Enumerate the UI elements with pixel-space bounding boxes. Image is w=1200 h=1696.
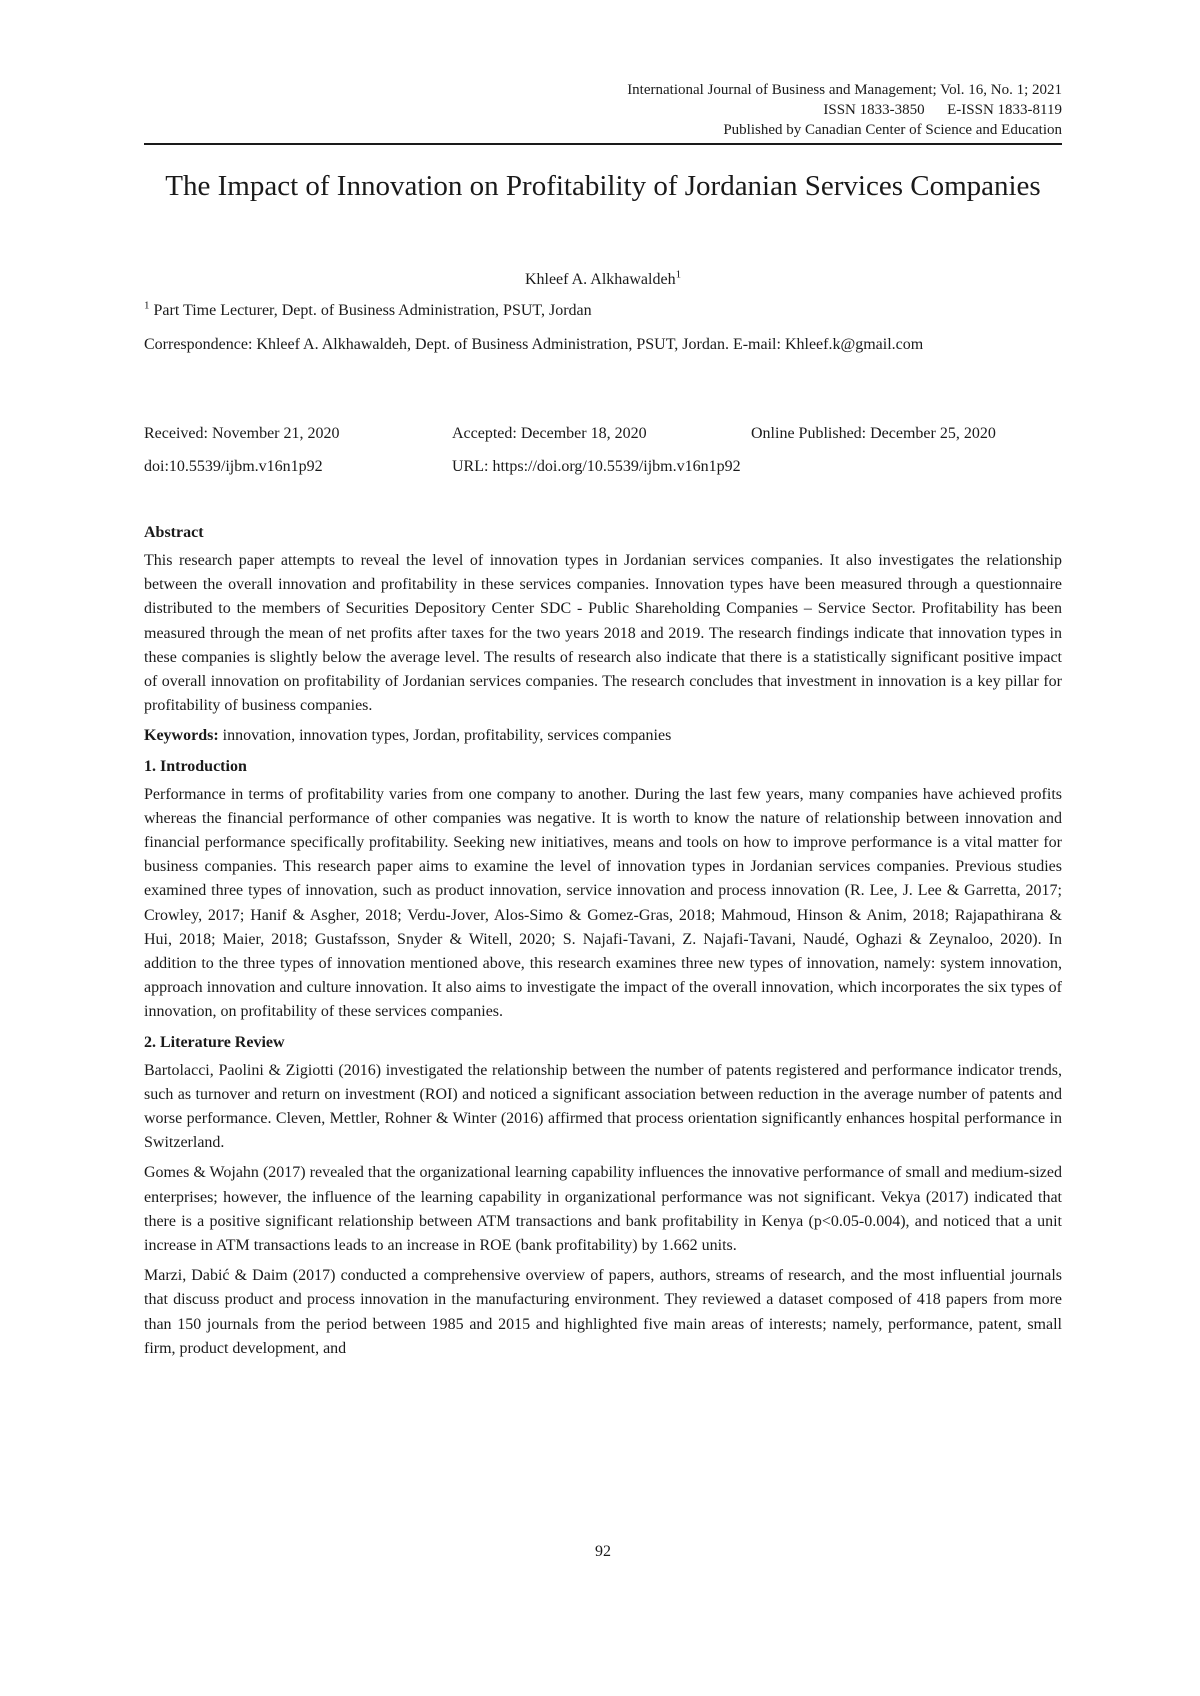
affiliation xyxy=(144,300,592,322)
paper-title: The Impact of Innovation on Profitability of Jordanian Services Companies xyxy=(165,170,1041,202)
doi-text: doi:10.5539/ijbm.v16n1p92 xyxy=(144,458,323,475)
keywords-line xyxy=(144,724,1062,748)
issn-line: ISSN 1833-3850 E-ISSN 1833-8119 xyxy=(823,102,1062,118)
author-name: Khleef A. Alkhawaldeh xyxy=(524,271,676,288)
keywords-text: innovation, innovation types, Jordan, profitability, services companies xyxy=(218,727,672,745)
author-line xyxy=(144,270,1062,290)
literature-review-heading: 2. Literature Review xyxy=(144,1033,285,1051)
author-superscript: 1 xyxy=(675,268,682,281)
header-divider xyxy=(144,143,1062,145)
paper-body xyxy=(144,521,1062,1367)
literature-paragraph: Bartolacci, Paolini & Zigiotti (2016) investigated the relationship between the number of patents registered and performance indicator trends, such as turnover and return on investment (ROI) and noticed a significant association between reduction in the average number of patents and worse performance. Cleven, Mettler, Rohner & Winter (2016) affirmed that process orientation significantly enhances hospital performance in Switzerland. xyxy=(144,1061,1062,1152)
abstract-text: This research paper attempts to reveal the level of innovation types in Jordanian services companies. It also investigates the relationship between the overall innovation and profitability in these services companies. Innovation types have been measured through a questionnaire distributed to the members of Securities Depository Center SDC - Public Shareholding Companies – Service Sector. Profitability has been measured through the mean of net profits after taxes for the two years 2018 and 2019. The research findings indicate that innovation types in these companies is slightly below the average level. The results of research also indicate that there is a statistically significant positive impact of overall innovation on profitability of Jordanian services companies. The research concludes that investment in innovation is a key pillar for profitability of business companies. xyxy=(144,552,1062,715)
abstract-heading: Abstract xyxy=(144,524,204,541)
keywords-label: Keywords: xyxy=(144,727,219,745)
introduction-heading: 1. Introduction xyxy=(144,757,247,775)
journal-header xyxy=(627,80,1062,140)
literature-paragraph: Gomes & Wojahn (2017) revealed that the organizational learning capability influences the innovative performance of small and medium-sized enterprises; however, the influence of the learning capability in organizational performance was not significant. Vekya (2017) indicated that there is a positive significant relationship between ATM transactions and bank profitability in Kenya (p<0.05-0.004), and noticed that a unit increase in ATM transactions leads to an increase in ROE (bank profitability) by 1.662 units. xyxy=(144,1164,1062,1255)
published-date: Online Published: December 25, 2020 xyxy=(751,425,996,442)
doi-url-link[interactable]: URL: https://doi.org/10.5539/ijbm.v16n1p92 xyxy=(452,458,741,475)
publisher-line: Published by Canadian Center of Science and Education xyxy=(723,122,1062,138)
received-date: Received: November 21, 2020 xyxy=(144,425,340,442)
correspondence: Correspondence: Khleef A. Alkhawaldeh, Dept. of Business Administration, PSUT, Jordan. E-mail: Khleef.k@gmail.com xyxy=(144,336,924,353)
journal-name-line: International Journal of Business and Management; Vol. 16, No. 1; 2021 xyxy=(627,82,1062,98)
page-number: 92 xyxy=(595,1543,611,1560)
affiliation-text: Part Time Lecturer, Dept. of Business Administration, PSUT, Jordan xyxy=(153,302,592,319)
literature-paragraph: Marzi, Dabić & Daim (2017) conducted a comprehensive overview of papers, authors, streams of research, and the most influential journals that discuss product and process innovation in the manufacturing environment. They reviewed a dataset composed of 418 papers from more than 150 journals from the period between 1985 and 2015 and highlighted five main areas of interests; namely, performance, patent, small firm, product development, and xyxy=(144,1267,1062,1357)
accepted-date: Accepted: December 18, 2020 xyxy=(452,425,647,442)
affiliation-superscript: 1 xyxy=(144,299,150,312)
introduction-paragraph: Performance in terms of profitability varies from one company to another. During the last few years, many companies have achieved profits whereas the financial performance of other companies was negative. It is worth to know the nature of relationship between innovation and financial performance specifically profitability. Seeking new initiatives, means and tools on how to improve performance is a vital matter for business companies. This research paper aims to examine the level of innovation types in Jordanian services companies. Previous studies examined three types of innovation, such as product innovation, service innovation and process innovation (R. Lee, J. Lee & Garretta, 2017; Crowley, 2017; Hanif & Asgher, 2018; Verdu-Jover, Alos-Simo & Gomez-Gras, 2018; Mahmoud, Hinson & Anim, 2018; Rajapathirana & Hui, 2018; Maier, 2018; Gustafsson, Snyder & Witell, 2020; S. Najafi-Tavani, Z. Najafi-Tavani, Naudé, Oghazi & Zeynaloo, 2020). In addition to the three types of innovation mentioned above, this research examines three new types of innovation, namely: system innovation, approach innovation and culture innovation. It also aims to investigate the impact of the overall innovation, which incorporates the six types of innovation, on profitability of these services companies. xyxy=(144,785,1062,1021)
